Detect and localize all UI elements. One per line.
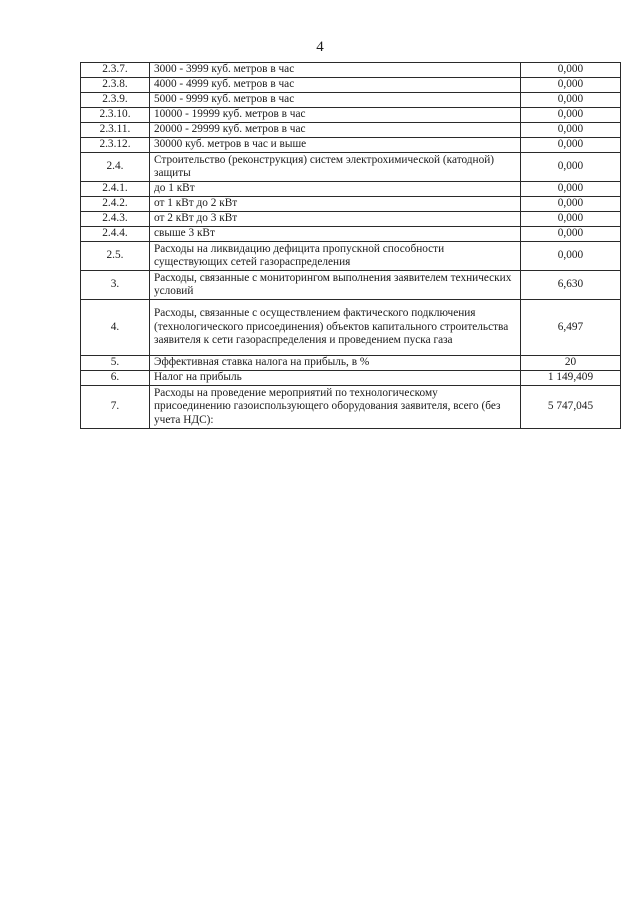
row-number: 2.5. xyxy=(81,242,150,271)
row-value: 0,000 xyxy=(521,242,621,271)
table-row xyxy=(81,138,621,153)
row-number: 2.4.1. xyxy=(81,182,150,197)
table-row xyxy=(81,93,621,108)
row-number: 2.3.7. xyxy=(81,63,150,78)
row-description: Эффективная ставка налога на прибыль, в % xyxy=(150,356,521,371)
row-description: 10000 - 19999 куб. метров в час xyxy=(150,108,521,123)
table-row xyxy=(81,108,621,123)
row-value: 5 747,045 xyxy=(521,386,621,429)
table-row xyxy=(81,182,621,197)
row-value: 0,000 xyxy=(521,123,621,138)
row-value: 6,630 xyxy=(521,271,621,300)
row-value: 0,000 xyxy=(521,153,621,182)
table-row xyxy=(81,300,621,356)
row-number: 2.4. xyxy=(81,153,150,182)
row-description: свыше 3 кВт xyxy=(150,227,521,242)
table-row xyxy=(81,78,621,93)
row-number: 5. xyxy=(81,356,150,371)
row-number: 3. xyxy=(81,271,150,300)
table-row xyxy=(81,227,621,242)
table-row xyxy=(81,153,621,182)
row-value: 0,000 xyxy=(521,182,621,197)
row-description: от 2 кВт до 3 кВт xyxy=(150,212,521,227)
table-row xyxy=(81,197,621,212)
page-number: 4 xyxy=(316,39,324,55)
row-value: 0,000 xyxy=(521,212,621,227)
row-description: 20000 - 29999 куб. метров в час xyxy=(150,123,521,138)
row-number: 2.4.4. xyxy=(81,227,150,242)
row-value: 0,000 xyxy=(521,197,621,212)
row-value: 1 149,409 xyxy=(521,371,621,386)
table-row xyxy=(81,371,621,386)
table-row xyxy=(81,386,621,429)
row-description: Расходы, связанные с мониторингом выполнения заявителем технических условий xyxy=(150,271,521,300)
row-number: 2.3.9. xyxy=(81,93,150,108)
row-number: 2.4.2. xyxy=(81,197,150,212)
cost-table xyxy=(80,62,621,429)
row-number: 2.4.3. xyxy=(81,212,150,227)
row-value: 0,000 xyxy=(521,78,621,93)
row-value: 0,000 xyxy=(521,108,621,123)
row-description: 3000 - 3999 куб. метров в час xyxy=(150,63,521,78)
row-description: Расходы на проведение мероприятий по технологическому присоединению газоиспользующего оборудования заявителя, всего (без учета НДС): xyxy=(150,386,521,429)
row-value: 0,000 xyxy=(521,93,621,108)
table-row xyxy=(81,242,621,271)
table-row xyxy=(81,212,621,227)
row-number: 2.3.10. xyxy=(81,108,150,123)
row-description: 5000 - 9999 куб. метров в час xyxy=(150,93,521,108)
table-row xyxy=(81,123,621,138)
row-number: 7. xyxy=(81,386,150,429)
row-description: 30000 куб. метров в час и выше xyxy=(150,138,521,153)
row-number: 2.3.12. xyxy=(81,138,150,153)
table-row xyxy=(81,63,621,78)
row-description: от 1 кВт до 2 кВт xyxy=(150,197,521,212)
row-number: 4. xyxy=(81,300,150,356)
row-description: Налог на прибыль xyxy=(150,371,521,386)
row-description: 4000 - 4999 куб. метров в час xyxy=(150,78,521,93)
table-row xyxy=(81,356,621,371)
row-number: 2.3.8. xyxy=(81,78,150,93)
row-description: Расходы на ликвидацию дефицита пропускной способности существующих сетей газораспределения xyxy=(150,242,521,271)
table-body xyxy=(81,63,621,429)
table-row xyxy=(81,271,621,300)
row-value: 6,497 xyxy=(521,300,621,356)
row-value: 0,000 xyxy=(521,227,621,242)
row-description: Строительство (реконструкция) систем электрохимической (катодной) защиты xyxy=(150,153,521,182)
row-number: 6. xyxy=(81,371,150,386)
row-description: до 1 кВт xyxy=(150,182,521,197)
row-value: 0,000 xyxy=(521,63,621,78)
row-number: 2.3.11. xyxy=(81,123,150,138)
row-description: Расходы, связанные с осуществлением фактического подключения (технологического присоединения) объектов капитального строительства заявителя к сети газораспределения и проведением пуска газа xyxy=(150,300,521,356)
row-value: 20 xyxy=(521,356,621,371)
row-value: 0,000 xyxy=(521,138,621,153)
